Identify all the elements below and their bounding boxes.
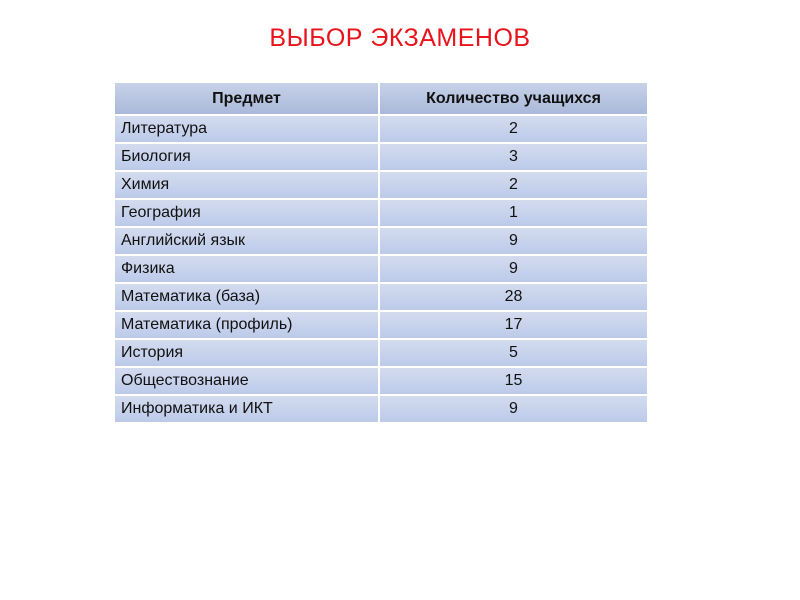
- table-row: [114, 115, 648, 143]
- subject-cell: География: [114, 199, 379, 227]
- subject-cell: Обществознание: [114, 367, 379, 395]
- table-row: [114, 227, 648, 255]
- page-title: ВЫБОР ЭКЗАМЕНОВ: [269, 24, 531, 52]
- count-cell: 3: [379, 143, 648, 171]
- table-row: [114, 171, 648, 199]
- exams-table: [113, 81, 649, 424]
- count-cell: 9: [379, 395, 648, 423]
- table-row: [114, 311, 648, 339]
- subject-cell: Биология: [114, 143, 379, 171]
- table-row: [114, 143, 648, 171]
- count-cell: 17: [379, 311, 648, 339]
- count-cell: 9: [379, 227, 648, 255]
- subject-cell: Математика (база): [114, 283, 379, 311]
- subject-cell: Английский язык: [114, 227, 379, 255]
- count-cell: 2: [379, 115, 648, 143]
- table-row: [114, 395, 648, 423]
- table-row: [114, 367, 648, 395]
- count-cell: 9: [379, 255, 648, 283]
- header-student-count: Количество учащихся: [379, 82, 648, 115]
- subject-cell: Химия: [114, 171, 379, 199]
- table-row: [114, 199, 648, 227]
- count-cell: 1: [379, 199, 648, 227]
- count-cell: 2: [379, 171, 648, 199]
- table-row: [114, 255, 648, 283]
- subject-cell: Литература: [114, 115, 379, 143]
- table-row: [114, 339, 648, 367]
- count-cell: 15: [379, 367, 648, 395]
- subject-cell: Информатика и ИКТ: [114, 395, 379, 423]
- count-cell: 28: [379, 283, 648, 311]
- subject-cell: История: [114, 339, 379, 367]
- subject-cell: Математика (профиль): [114, 311, 379, 339]
- table-row: [114, 283, 648, 311]
- table-header-row: [114, 82, 648, 115]
- count-cell: 5: [379, 339, 648, 367]
- subject-cell: Физика: [114, 255, 379, 283]
- header-subject: Предмет: [114, 82, 379, 115]
